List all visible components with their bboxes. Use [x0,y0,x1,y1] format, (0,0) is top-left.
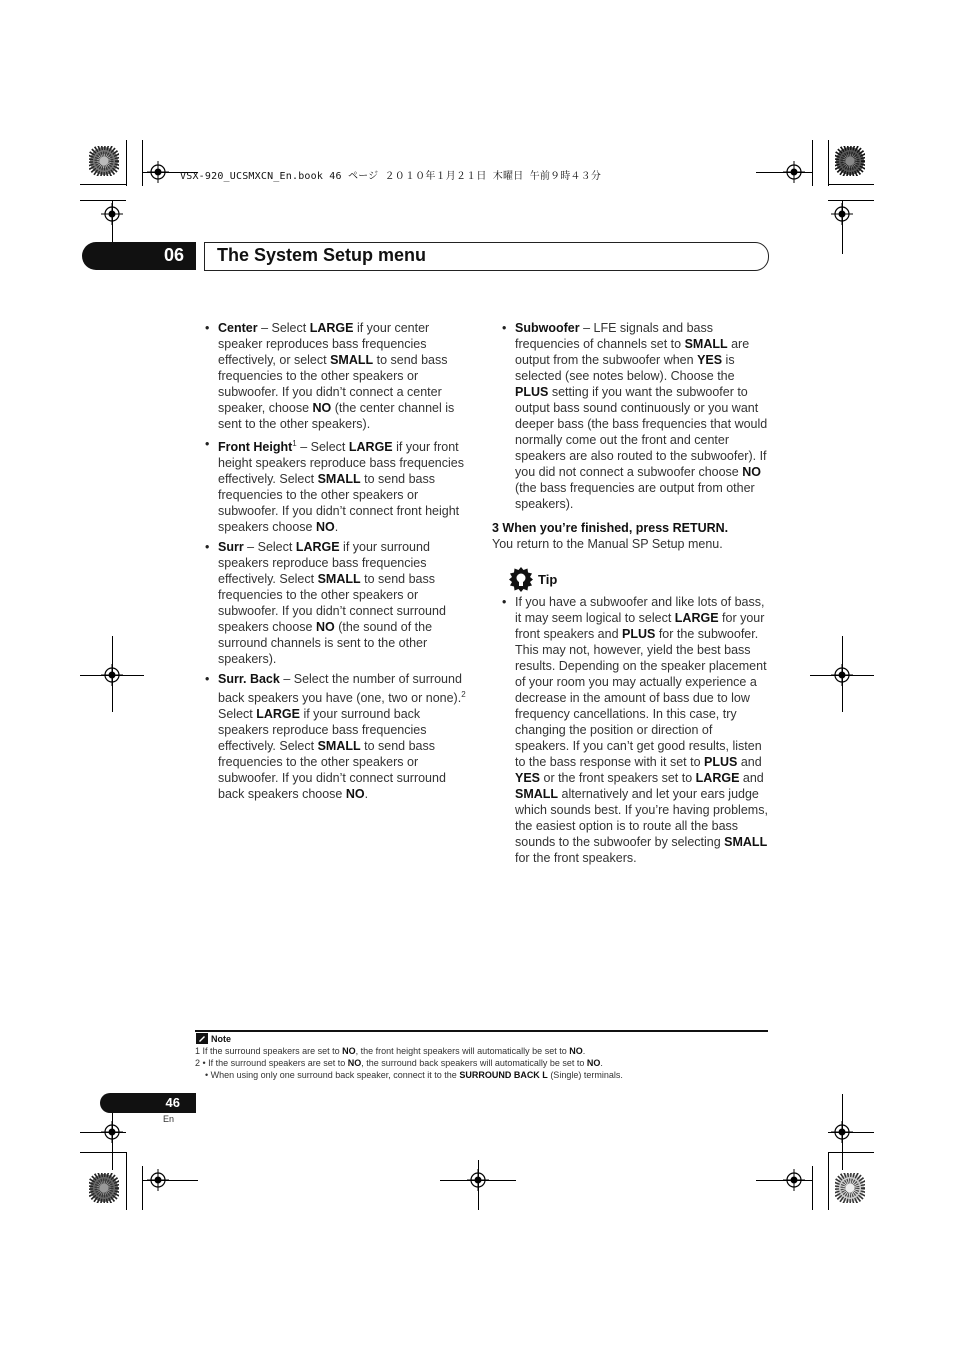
text: for the subwoofer. This may not, however, yield the best bass results. Depending on the speaker placement of your room you may actually experience a decrease in the amount of bass due to low frequency cancellations. In this case, try changing the position or direction of speakers. If you can’t get good results, listen to the bass response with it set to [515,627,767,769]
term: Surr [218,540,244,555]
registration-target-icon [147,1169,169,1191]
surr-bullet [205,539,471,667]
registration-target-icon [783,1169,805,1191]
text: . [334,520,339,535]
text: – Select the number of surround back speakers you have (one, two or none). [218,672,462,706]
term: Surr. Back [218,672,280,687]
tip-bullet [502,594,768,866]
text: If you have a subwoofer and like lots of bass, it may seem logical to select [515,595,765,625]
crop-line [80,200,126,201]
notes-section [195,1033,623,1081]
color-rosette-icon [835,146,865,176]
crop-line [812,1166,813,1210]
text: (the bass frequencies are output from other speakers). [515,481,755,511]
text: to send bass frequencies to the other speakers or subwoofer. If you didn’t connect a center speaker, choose [218,353,448,415]
text: , the front height speakers will automatically be set to [355,1046,570,1056]
text: (Single) terminals. [547,1070,623,1080]
registration-target-icon [783,161,805,183]
crop-line [126,1152,127,1210]
center-bullet [205,320,471,432]
crop-line [142,1166,143,1210]
subwoofer-bullet [502,320,768,512]
text: and [737,755,762,769]
text: for the front speakers. [515,851,637,865]
bullet-dot: • [205,540,210,555]
option: NO [742,465,761,479]
text: . [600,1058,603,1068]
registration-target-icon [831,664,853,686]
registration-target-icon [101,1121,123,1143]
text: . [364,787,369,802]
color-rosette-icon [89,146,119,176]
tip-label: Tip [538,572,558,587]
crop-line [828,140,829,186]
text: • When using only one surround back speaker, connect it to the [205,1070,460,1080]
footnote-ref: 2 [461,690,466,700]
registration-target-icon [467,1169,489,1191]
text: (the center channel is sent to the other speakers). [218,401,455,431]
chapter-number-tab [82,242,196,270]
crop-line [828,1152,874,1153]
option: YES [515,771,541,785]
term: Center [218,321,258,335]
option: LARGE [695,771,740,785]
text: , the surround back speakers will automatically be set to [361,1058,587,1068]
note-2 [195,1057,623,1069]
text: – Select [243,540,296,555]
option: PLUS [515,385,549,399]
option: NO [347,1058,362,1068]
crop-line [80,1152,126,1153]
text: if your surround speakers reproduce bass frequencies effectively. Select [218,540,430,587]
color-rosette-icon [89,1173,119,1203]
option: NO [342,1046,356,1056]
text: alternatively and let your ears judge which sounds best. If you’re having problems, the easiest option is to route all the bass sounds to the subwoofer by selecting [515,787,768,849]
note-divider [195,1030,768,1032]
option: NO [315,620,335,635]
note-number: 2 [195,1058,201,1068]
text: if your surround back speakers reproduce bass frequencies effectively. Select [218,707,427,754]
right-column [492,320,768,870]
option: SMALL [515,787,559,801]
page-language: En [163,1114,175,1124]
file-info-header: VSX-920_UCSMXCN_En.book 46 ページ ２０１０年１月２１日 木曜日 午前９時４３分 [180,171,602,182]
text: to send bass frequencies to the other speakers or subwoofer. If you didn’t connect surround speakers choose [218,572,446,635]
text: if your center speaker reproduces bass frequencies effectively, or select [218,321,430,367]
step-3-text: You return to the Manual SP Setup menu. [492,537,723,551]
chapter-number: 06 [163,245,184,265]
option: SMALL [317,739,361,754]
option: PLUS [622,627,656,641]
option: PLUS [704,755,738,769]
term: Front Height [218,440,293,455]
front-height-bullet [205,436,471,535]
text: • If the surround speakers are set to [200,1058,348,1068]
note-3 [195,1069,623,1081]
note-1 [195,1045,623,1057]
registration-target-icon [831,1121,853,1143]
option: SMALL [317,572,361,587]
option: SMALL [330,353,374,367]
crop-line [142,140,143,186]
crop-line [812,140,813,186]
text: . [582,1046,586,1056]
option: SMALL [684,337,728,351]
text: or the front speakers set to [540,771,696,785]
option: YES [697,353,723,367]
crop-line [828,184,874,185]
tip-bulb-icon [508,566,534,592]
crop-line [80,184,126,185]
registration-target-icon [147,161,169,183]
crop-line [828,1152,829,1210]
option: NO [569,1046,583,1056]
text: If the surround speakers are set to [200,1046,343,1056]
option: SMALL [317,472,361,487]
surr-back-bullet [205,671,471,802]
tip-heading [492,566,768,594]
text: (the sound of the surround channels is sent to the other speakers). [218,620,433,667]
option: NO [315,520,335,535]
text: for your front speakers and [515,611,765,641]
text: to send bass frequencies to the other speakers or subwoofer. If you didn’t connect surround back speakers choose [218,739,446,802]
bullet-dot: • [205,321,210,335]
crop-line [828,200,874,201]
bullet-dot: • [205,437,210,451]
text: and [739,771,764,785]
text: Select [218,707,257,722]
bullet-dot: • [502,595,507,609]
option: LARGE [309,321,354,335]
note-label: Note [211,1034,231,1044]
option: NO [312,401,332,415]
option: SMALL [724,835,768,849]
registration-target-icon [101,664,123,686]
chapter-title: The System Setup menu [217,245,427,265]
text: are output from the subwoofer when [515,337,750,367]
registration-target-icon [101,203,123,225]
footnote-ref: 1 [292,439,297,448]
text: – Select [296,440,349,455]
step-3-heading: 3 When you’re finished, press RETURN. [492,521,729,535]
chapter-title-box [204,242,769,271]
page-number-tab [100,1093,196,1113]
option: LARGE [348,440,393,455]
text: if your front height speakers reproduce bass frequencies effectively. Select [218,440,464,487]
option: NO [345,787,365,802]
text: – Select [257,321,310,335]
text: to send bass frequencies to the other speakers or subwoofer. If you didn’t connect front height speakers choose [218,472,460,535]
option: SURROUND BACK L [459,1070,548,1080]
note-number: 1 [195,1046,201,1056]
bullet-dot: • [502,321,507,335]
option: NO [586,1058,601,1068]
color-rosette-icon [835,1173,865,1203]
page-number: 46 [165,1095,180,1110]
text: – LFE signals and bass frequencies of channels set to [515,321,714,351]
option: LARGE [256,707,300,722]
left-column [205,320,471,806]
option: LARGE [295,540,340,555]
crop-line [126,140,127,186]
bullet-dot: • [205,672,210,687]
text: setting if you want the subwoofer to output bass sound continuously or you want deeper bass (the bass frequencies that would normally come out the front and center speakers are also routed to the subwoofer). If you did not connect a subwoofer choose [515,385,768,479]
option: LARGE [674,611,719,625]
text: is selected (see notes below). Choose the [515,353,735,383]
term: Subwoofer [515,321,580,335]
registration-target-icon [831,203,853,225]
